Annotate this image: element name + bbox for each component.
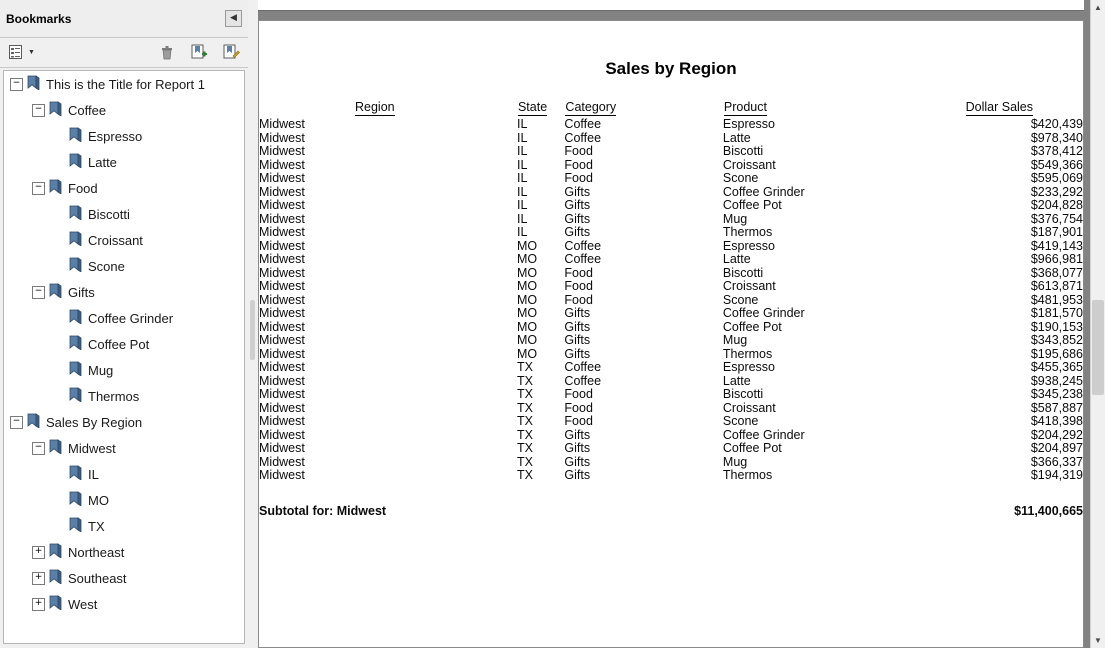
cell-category: Gifts (564, 468, 591, 482)
cell-state: IL (516, 130, 528, 145)
bookmark-item-label: West (68, 596, 98, 612)
cell-dollar-sales: $966,981 (1030, 252, 1083, 266)
table-row (259, 429, 1083, 443)
cell-category: Gifts (564, 333, 591, 347)
cell-region: Midwest (259, 252, 305, 266)
cell-state: MO (516, 306, 538, 320)
collapse-node-icon[interactable]: − (32, 182, 45, 195)
bookmark-item[interactable] (4, 175, 244, 201)
cell-product: Mug (722, 211, 748, 226)
cell-region: Midwest (259, 211, 305, 226)
bookmark-icon (49, 543, 68, 561)
cell-state: IL (516, 117, 528, 131)
cell-product: Coffee Pot (722, 319, 782, 334)
cell-product: Biscotti (722, 144, 764, 158)
table-row (259, 186, 1083, 200)
tree-spacer (54, 365, 65, 376)
edit-bookmark-icon[interactable] (222, 44, 240, 62)
cell-region: Midwest (259, 387, 305, 401)
bookmark-item[interactable] (4, 201, 244, 227)
expand-node-icon[interactable]: + (32, 572, 45, 585)
table-row (259, 132, 1083, 146)
cell-product: Latte (722, 130, 751, 145)
cell-product: Coffee Grinder (722, 427, 805, 442)
cell-category: Food (564, 387, 593, 401)
cell-dollar-sales: $181,570 (1030, 306, 1083, 320)
bookmark-item-label: Mug (88, 362, 114, 378)
tree-spacer (54, 131, 65, 142)
cell-product: Espresso (722, 238, 776, 253)
cell-category: Gifts (564, 441, 591, 455)
cell-state: TX (516, 414, 533, 428)
table-row (259, 280, 1083, 294)
cell-dollar-sales: $376,754 (1030, 211, 1083, 226)
cell-product: Biscotti (722, 265, 764, 280)
table-row (259, 240, 1083, 254)
bookmark-item-label: TX (88, 518, 105, 534)
cell-dollar-sales: $190,153 (1030, 319, 1083, 334)
cell-region: Midwest (259, 373, 305, 388)
cell-state: TX (516, 387, 533, 401)
chevron-left-icon[interactable]: ◀ (225, 10, 242, 27)
table-row (259, 388, 1083, 402)
bookmark-item-label: IL (88, 466, 99, 482)
cell-category: Gifts (564, 346, 591, 361)
bookmark-item[interactable] (4, 97, 244, 123)
column-header-state: State (517, 100, 548, 114)
subtotal-row (259, 483, 1083, 519)
bookmark-item[interactable] (4, 513, 244, 539)
table-row (259, 199, 1083, 213)
tree-spacer (54, 339, 65, 350)
bookmark-icon (49, 179, 68, 197)
cell-product: Croissant (722, 157, 776, 172)
cell-product: Thermos (722, 468, 773, 482)
bookmark-item[interactable] (4, 461, 244, 487)
cell-state: MO (516, 319, 538, 334)
cell-product: Coffee Pot (722, 441, 782, 455)
cell-region: Midwest (259, 184, 305, 199)
cell-product: Croissant (722, 400, 776, 415)
collapse-node-icon[interactable]: − (32, 286, 45, 299)
cell-product: Scone (722, 292, 759, 307)
cell-product: Scone (722, 414, 759, 428)
cell-dollar-sales: $418,398 (1030, 414, 1083, 428)
bookmark-icon (69, 361, 88, 379)
bookmark-item[interactable] (4, 279, 244, 305)
cell-category: Coffee (564, 360, 602, 374)
cell-product: Coffee Grinder (722, 306, 805, 320)
subtotal-blank-product (723, 483, 965, 519)
cell-dollar-sales: $204,897 (1030, 441, 1083, 455)
cell-state: TX (516, 427, 533, 442)
bookmark-tree[interactable] (3, 70, 245, 644)
bookmark-item[interactable] (4, 305, 244, 331)
cell-region: Midwest (259, 238, 305, 253)
cell-product: Latte (722, 373, 751, 388)
report-page (258, 20, 1084, 648)
cell-product: Espresso (722, 360, 776, 374)
expand-node-icon[interactable]: + (32, 598, 45, 611)
bookmark-icon (69, 231, 88, 249)
cell-dollar-sales: $233,292 (1030, 184, 1083, 199)
bookmark-icon (69, 127, 88, 145)
cell-state: MO (516, 238, 538, 253)
bookmarks-panel (0, 0, 248, 648)
bookmark-item-label: Southeast (68, 570, 127, 586)
bookmark-item-label: Coffee (68, 102, 107, 118)
cell-dollar-sales: $187,901 (1030, 225, 1083, 239)
report-table-header (259, 99, 1083, 118)
cell-category: Food (564, 171, 593, 185)
chevron-down-icon[interactable]: ▼ (28, 49, 35, 56)
cell-dollar-sales: $587,887 (1030, 400, 1083, 415)
cell-state: MO (516, 292, 538, 307)
cell-category: Food (564, 157, 593, 172)
table-row (259, 253, 1083, 267)
table-row (259, 307, 1083, 321)
new-bookmark-icon[interactable] (190, 44, 208, 62)
cell-state: IL (516, 157, 528, 172)
bookmark-icon (49, 101, 68, 119)
bookmark-item-label: Sales By Region (46, 414, 143, 430)
cell-product: Biscotti (722, 387, 764, 401)
vertical-scrollbar[interactable] (1090, 0, 1105, 648)
cell-region: Midwest (259, 198, 305, 212)
cell-region: Midwest (259, 346, 305, 361)
cell-category: Gifts (564, 454, 591, 469)
cell-region: Midwest (259, 144, 305, 158)
bookmark-icon (69, 517, 88, 535)
bookmark-icon (49, 283, 68, 301)
bookmark-item[interactable] (4, 591, 244, 617)
cell-product: Latte (722, 252, 751, 266)
cell-category: Gifts (564, 306, 591, 320)
cell-state: IL (516, 211, 528, 226)
cell-category: Food (564, 144, 593, 158)
bookmark-item-label: Coffee Grinder (88, 310, 174, 326)
table-row (259, 469, 1083, 483)
collapse-node-icon[interactable]: − (32, 104, 45, 117)
bookmark-item[interactable] (4, 565, 244, 591)
column-header-region: Region (355, 100, 395, 114)
cell-region: Midwest (259, 279, 305, 293)
cell-state: MO (516, 265, 538, 280)
cell-region: Midwest (259, 400, 305, 415)
tree-spacer (54, 469, 65, 480)
bookmark-item[interactable] (4, 149, 244, 175)
cell-dollar-sales: $343,852 (1030, 333, 1083, 347)
bookmark-icon (49, 439, 68, 457)
bookmarks-header (0, 0, 248, 38)
tree-spacer (54, 235, 65, 246)
cell-category: Coffee (564, 252, 602, 266)
cell-region: Midwest (259, 319, 305, 334)
bookmark-item-label: Latte (88, 154, 117, 170)
cell-state: TX (516, 454, 533, 469)
bookmark-item-label: Scone (88, 258, 125, 274)
subtotal-value: $11,400,665 (1014, 503, 1083, 518)
collapse-node-icon[interactable]: − (10, 78, 23, 91)
cell-dollar-sales: $195,686 (1030, 346, 1083, 361)
cell-dollar-sales: $595,069 (1030, 171, 1083, 185)
bookmark-icon (69, 257, 88, 275)
bookmark-item[interactable] (4, 331, 244, 357)
bookmark-item[interactable] (4, 409, 244, 435)
cell-product: Croissant (722, 279, 776, 293)
cell-category: Food (564, 400, 593, 415)
bookmark-item-label: MO (88, 492, 109, 508)
scrollbar-thumb[interactable] (1092, 300, 1104, 395)
cell-dollar-sales: $204,828 (1030, 198, 1083, 212)
panel-resize-handle[interactable] (250, 300, 255, 360)
cell-state: MO (516, 279, 538, 293)
bookmark-item-label: This is the Title for Report 1 (46, 76, 205, 92)
cell-region: Midwest (259, 306, 305, 320)
bookmark-item[interactable] (4, 253, 244, 279)
subtotal-blank-category (564, 483, 722, 519)
bookmark-item-label: Northeast (68, 544, 125, 560)
bookmark-item-label: Espresso (88, 128, 143, 144)
table-row (259, 348, 1083, 362)
cell-dollar-sales: $204,292 (1030, 427, 1083, 442)
tree-spacer (54, 313, 65, 324)
column-header-product: Product (723, 100, 767, 114)
cell-state: MO (516, 346, 538, 361)
panel-title: Bookmarks (6, 11, 72, 26)
cell-state: TX (516, 441, 533, 455)
cell-category: Gifts (564, 225, 591, 239)
chevron-up-icon[interactable]: ▲ (1091, 0, 1105, 15)
cell-region: Midwest (259, 117, 305, 131)
bookmark-icon (69, 335, 88, 353)
bookmark-icon (69, 205, 88, 223)
cell-region: Midwest (259, 427, 305, 442)
cell-state: IL (516, 184, 528, 199)
cell-category: Coffee (564, 238, 602, 253)
cell-category: Coffee (564, 117, 602, 131)
cell-dollar-sales: $481,953 (1030, 292, 1083, 307)
cell-dollar-sales: $938,245 (1030, 373, 1083, 388)
cell-state: IL (516, 171, 528, 185)
table-row (259, 456, 1083, 470)
bookmark-icon (27, 75, 46, 93)
subtotal-label: Subtotal for: Midwest (259, 503, 387, 518)
list-options-icon[interactable] (8, 44, 26, 62)
bookmark-icon (69, 153, 88, 171)
bookmark-icon (49, 595, 68, 613)
cell-state: TX (516, 373, 533, 388)
cell-region: Midwest (259, 225, 305, 239)
cell-product: Coffee Grinder (722, 184, 805, 199)
cell-region: Midwest (259, 441, 305, 455)
table-row (259, 442, 1083, 456)
cell-state: MO (516, 252, 538, 266)
tree-spacer (54, 261, 65, 272)
report-table-body (259, 118, 1083, 483)
cell-dollar-sales: $420,439 (1030, 117, 1083, 131)
collapse-node-icon[interactable]: − (32, 442, 45, 455)
cell-product: Thermos (722, 225, 773, 239)
table-row (259, 321, 1083, 335)
cell-category: Food (564, 292, 593, 307)
cell-dollar-sales: $366,337 (1030, 454, 1083, 469)
cell-product: Mug (722, 333, 748, 347)
cell-region: Midwest (259, 360, 305, 374)
subtotal-blank-state (517, 483, 564, 519)
bookmark-item-label: Thermos (88, 388, 140, 404)
bookmark-item[interactable] (4, 383, 244, 409)
expand-node-icon[interactable]: + (32, 546, 45, 559)
bookmark-item[interactable] (4, 227, 244, 253)
table-row (259, 361, 1083, 375)
cell-dollar-sales: $613,871 (1030, 279, 1083, 293)
tree-spacer (54, 157, 65, 168)
bookmark-icon (27, 413, 46, 431)
cell-product: Coffee Pot (722, 198, 782, 212)
tree-spacer (54, 209, 65, 220)
bookmark-item[interactable] (4, 71, 244, 97)
document-viewer (258, 0, 1091, 648)
table-header-row (259, 99, 1083, 118)
cell-state: IL (516, 144, 528, 158)
bookmark-item-label: Coffee Pot (88, 336, 150, 352)
cell-category: Gifts (564, 184, 591, 199)
cell-region: Midwest (259, 130, 305, 145)
table-row (259, 267, 1083, 281)
previous-page-edge (258, 0, 1084, 11)
cell-dollar-sales: $978,340 (1030, 130, 1083, 145)
table-row (259, 145, 1083, 159)
report-table (259, 99, 1083, 518)
cell-dollar-sales: $378,412 (1030, 144, 1083, 158)
cell-category: Food (564, 279, 593, 293)
tree-spacer (54, 495, 65, 506)
bookmark-icon (49, 569, 68, 587)
cell-dollar-sales: $419,143 (1030, 238, 1083, 253)
cell-category: Gifts (564, 427, 591, 442)
bookmark-item-label: Biscotti (88, 206, 130, 222)
bookmark-item-label: Croissant (88, 232, 143, 248)
table-row (259, 159, 1083, 173)
cell-region: Midwest (259, 454, 305, 469)
collapse-node-icon[interactable]: − (10, 416, 23, 429)
table-row (259, 226, 1083, 240)
cell-region: Midwest (259, 292, 305, 307)
bookmark-item[interactable] (4, 357, 244, 383)
table-row (259, 375, 1083, 389)
bookmark-item[interactable] (4, 435, 244, 461)
table-row (259, 294, 1083, 308)
cell-state: IL (516, 198, 528, 212)
cell-category: Gifts (564, 198, 591, 212)
cell-region: Midwest (259, 265, 305, 280)
cell-product: Scone (722, 171, 759, 185)
cell-state: IL (516, 225, 528, 239)
cell-category: Food (564, 265, 593, 280)
report-table-footer (259, 483, 1083, 519)
cell-product: Espresso (722, 117, 776, 131)
cell-region: Midwest (259, 157, 305, 172)
column-header-dollar-sales: Dollar Sales (965, 100, 1033, 114)
bookmark-item-label: Gifts (68, 284, 95, 300)
cell-dollar-sales: $455,365 (1030, 360, 1083, 374)
table-row (259, 334, 1083, 348)
bookmarks-toolbar (0, 38, 248, 68)
cell-region: Midwest (259, 414, 305, 428)
bookmark-item[interactable] (4, 487, 244, 513)
tree-spacer (54, 521, 65, 532)
cell-category: Gifts (564, 319, 591, 334)
bookmark-icon (69, 309, 88, 327)
chevron-down-icon[interactable]: ▼ (1091, 633, 1105, 648)
cell-product: Mug (722, 454, 748, 469)
bookmark-icon (69, 387, 88, 405)
table-row (259, 415, 1083, 429)
cell-state: TX (516, 400, 533, 415)
cell-dollar-sales: $549,366 (1030, 157, 1083, 172)
cell-state: MO (516, 333, 538, 347)
cell-region: Midwest (259, 468, 305, 482)
trash-icon[interactable] (158, 44, 176, 62)
page-title: Sales by Region (605, 59, 737, 78)
cell-category: Coffee (564, 130, 602, 145)
cell-state: TX (516, 360, 533, 374)
table-row (259, 402, 1083, 416)
tree-spacer (54, 391, 65, 402)
bookmark-item[interactable] (4, 539, 244, 565)
table-row (259, 172, 1083, 186)
cell-dollar-sales: $368,077 (1030, 265, 1083, 280)
table-row (259, 213, 1083, 227)
cell-category: Coffee (564, 373, 602, 388)
cell-state: TX (516, 468, 533, 482)
table-row (259, 118, 1083, 132)
cell-product: Thermos (722, 346, 773, 361)
bookmark-icon (69, 491, 88, 509)
bookmark-item[interactable] (4, 123, 244, 149)
bookmark-icon (69, 465, 88, 483)
bookmark-item-label: Food (68, 180, 98, 196)
column-header-category: Category (565, 100, 617, 114)
cell-dollar-sales: $345,238 (1030, 387, 1083, 401)
cell-category: Food (564, 414, 593, 428)
cell-region: Midwest (259, 333, 305, 347)
bookmark-item-label: Midwest (68, 440, 116, 456)
cell-category: Gifts (564, 211, 591, 226)
cell-dollar-sales: $194,319 (1030, 468, 1083, 482)
cell-region: Midwest (259, 171, 305, 185)
